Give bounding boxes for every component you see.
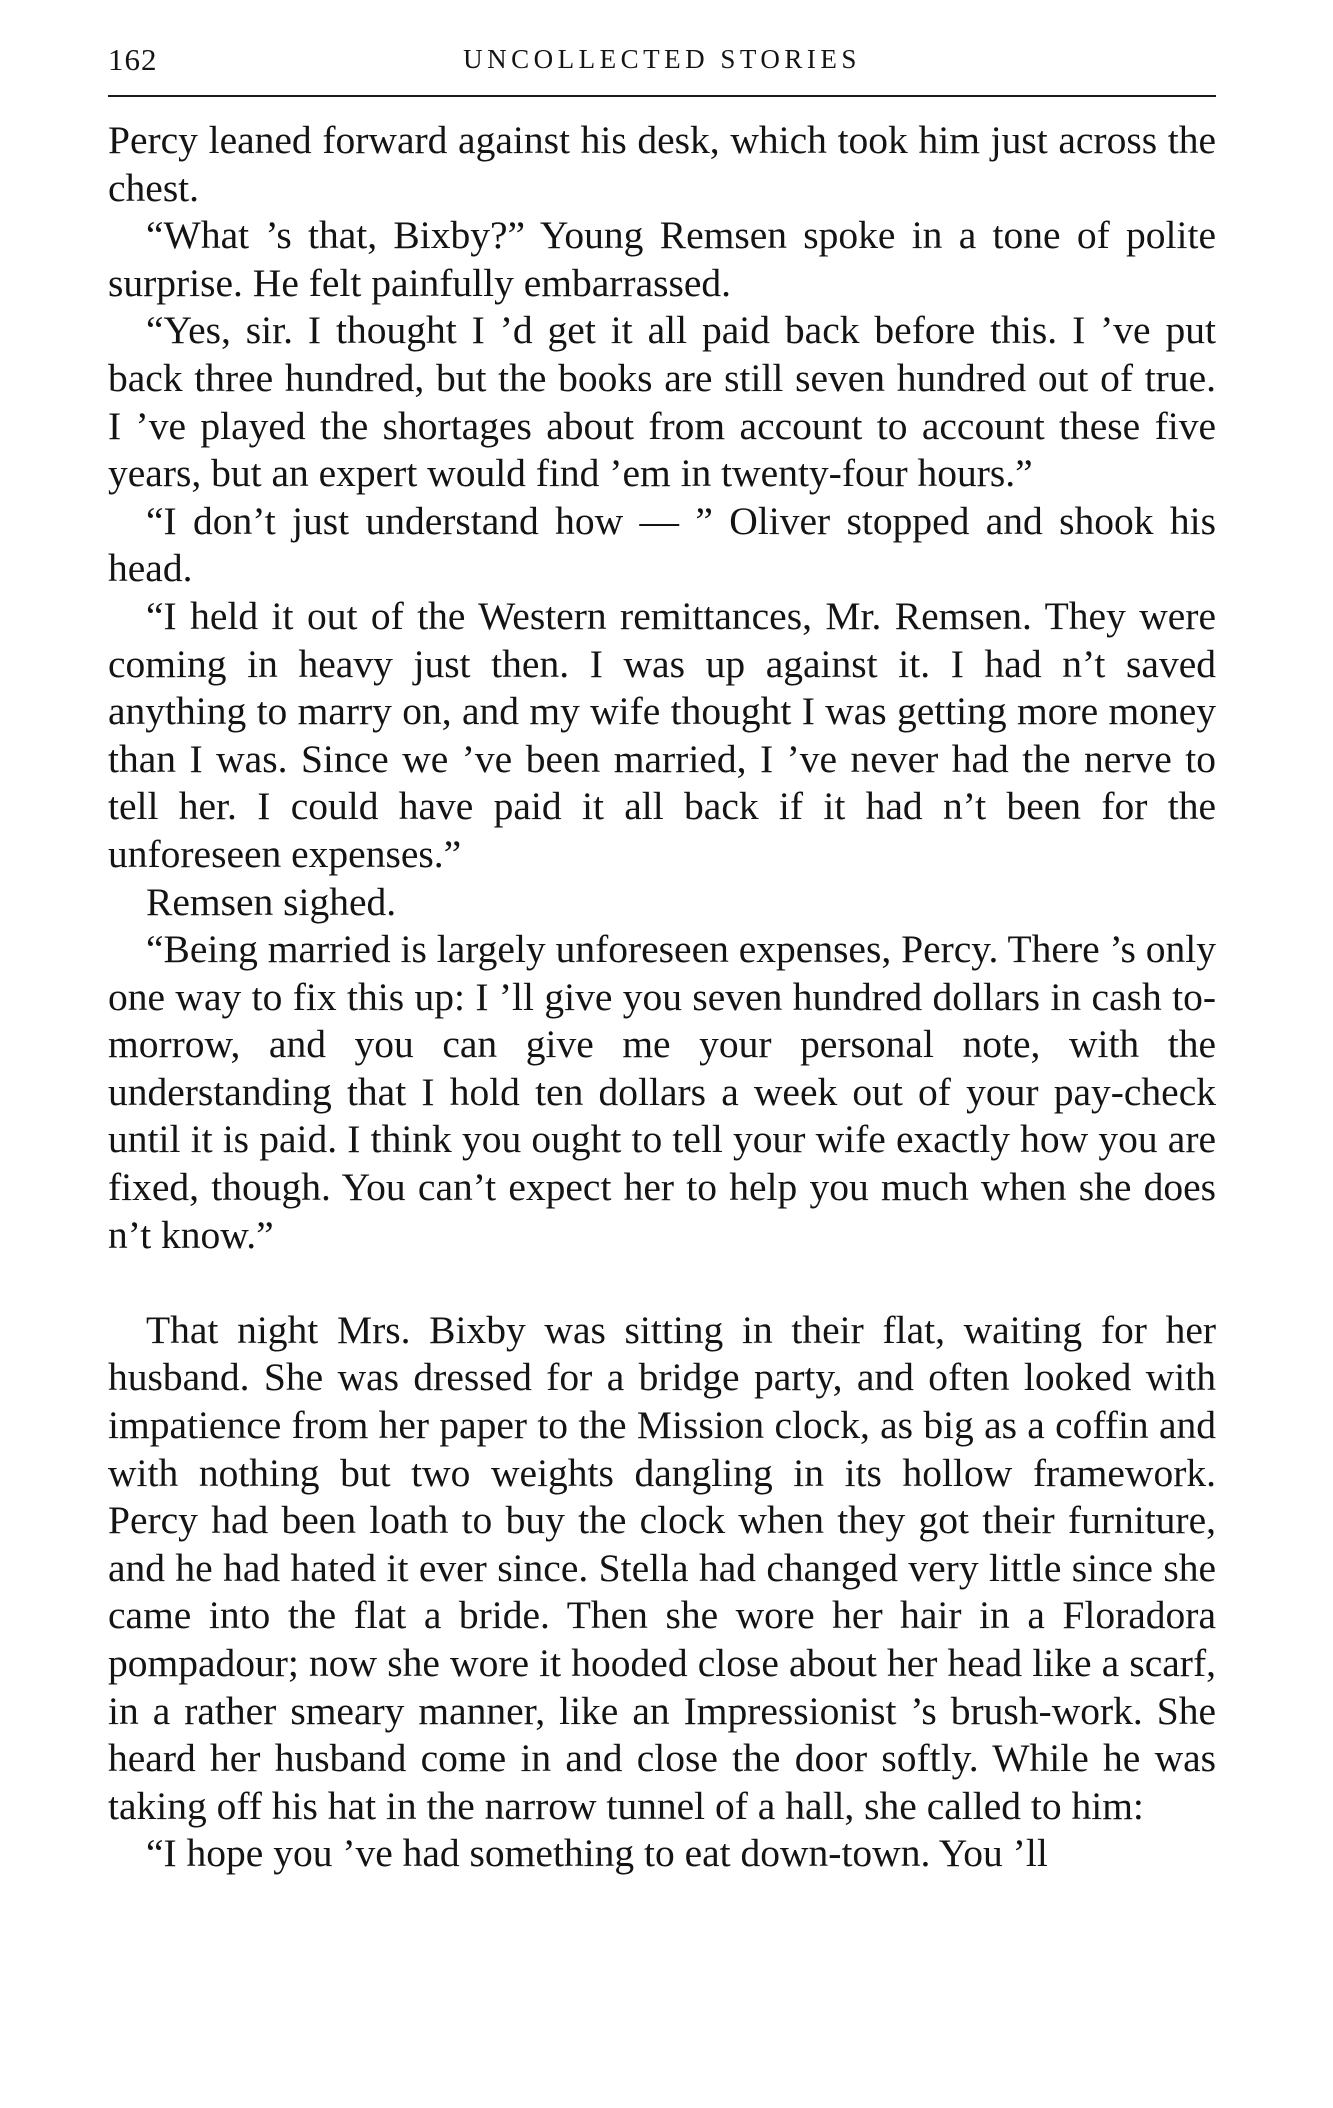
paragraph: That night Mrs. Bixby was sitting in their flat, waiting for her husband. She was dressed for a bridge party, and often looked with impatience from her paper to the Mission clock, as big as a coffin and with nothing but two weights dangling in its hollow framework. Percy had been loath to buy the clock when they got their furniture, and he had hated it ever since. Stella had changed very little since she came into the flat a bride. Then she wore her hair in a Floradora pompadour; now she wore it hooded close about her head like a scarf, in a rather smeary manner, like an Impressionist ’s brush-work. She heard her husband come in and close the door softly. While he was taking off his hat in the narrow tunnel of a hall, she called to him:	[108, 1307, 1216, 1828]
paragraph: Remsen sighed.	[146, 879, 397, 924]
page-number: 162	[108, 42, 158, 77]
paragraph: “What ’s that, Bixby?” Young Remsen spoke in a tone of polite surprise. He felt painfully embarrassed.	[108, 213, 1216, 305]
paragraph: “Yes, sir. I thought I ’d get it all paid back before this. I ’ve put back three hundred, but the books are still seven hundred out of true. I ’ve played the shortages about from account to account these five years, but an expert would find ’em in twenty-four hours.”	[108, 308, 1216, 496]
paragraph: “I held it out of the Western remittances, Mr. Remsen. They were coming in heavy just then. I was up against it. I had n’t saved anything to marry on, and my wife thought I was getting more money than I was. Since we ’ve been married, I ’ve never had the nerve to tell her. I could have paid it all back if it had n’t been for the unforeseen expenses.”	[108, 593, 1216, 876]
paragraph: “I don’t just understand how — ” Oliver stopped and shook his head.	[108, 498, 1216, 591]
header-rule	[108, 95, 1216, 97]
running-head-title: UNCOLLECTED STORIES	[463, 44, 861, 74]
paragraph: “Being married is largely unforeseen expenses, Percy. There ’s only one way to fix this up: I ’ll give you seven hundred dollars in cash to-morrow, and you can give me your personal note, with the understanding that I hold ten dollars a week out of your pay-check until it is paid. I think you ought to tell your wife exactly how you are fixed, though. You can’t expect her to help you much when she does n’t know.”	[108, 927, 1216, 1257]
paragraph: “I hope you ’ve had something to eat down-town. You ’ll	[146, 1831, 1048, 1876]
body-text	[108, 117, 1216, 1878]
running-head	[108, 42, 1216, 92]
paragraph: Percy leaned forward against his desk, which took him just across the chest.	[108, 118, 1216, 210]
